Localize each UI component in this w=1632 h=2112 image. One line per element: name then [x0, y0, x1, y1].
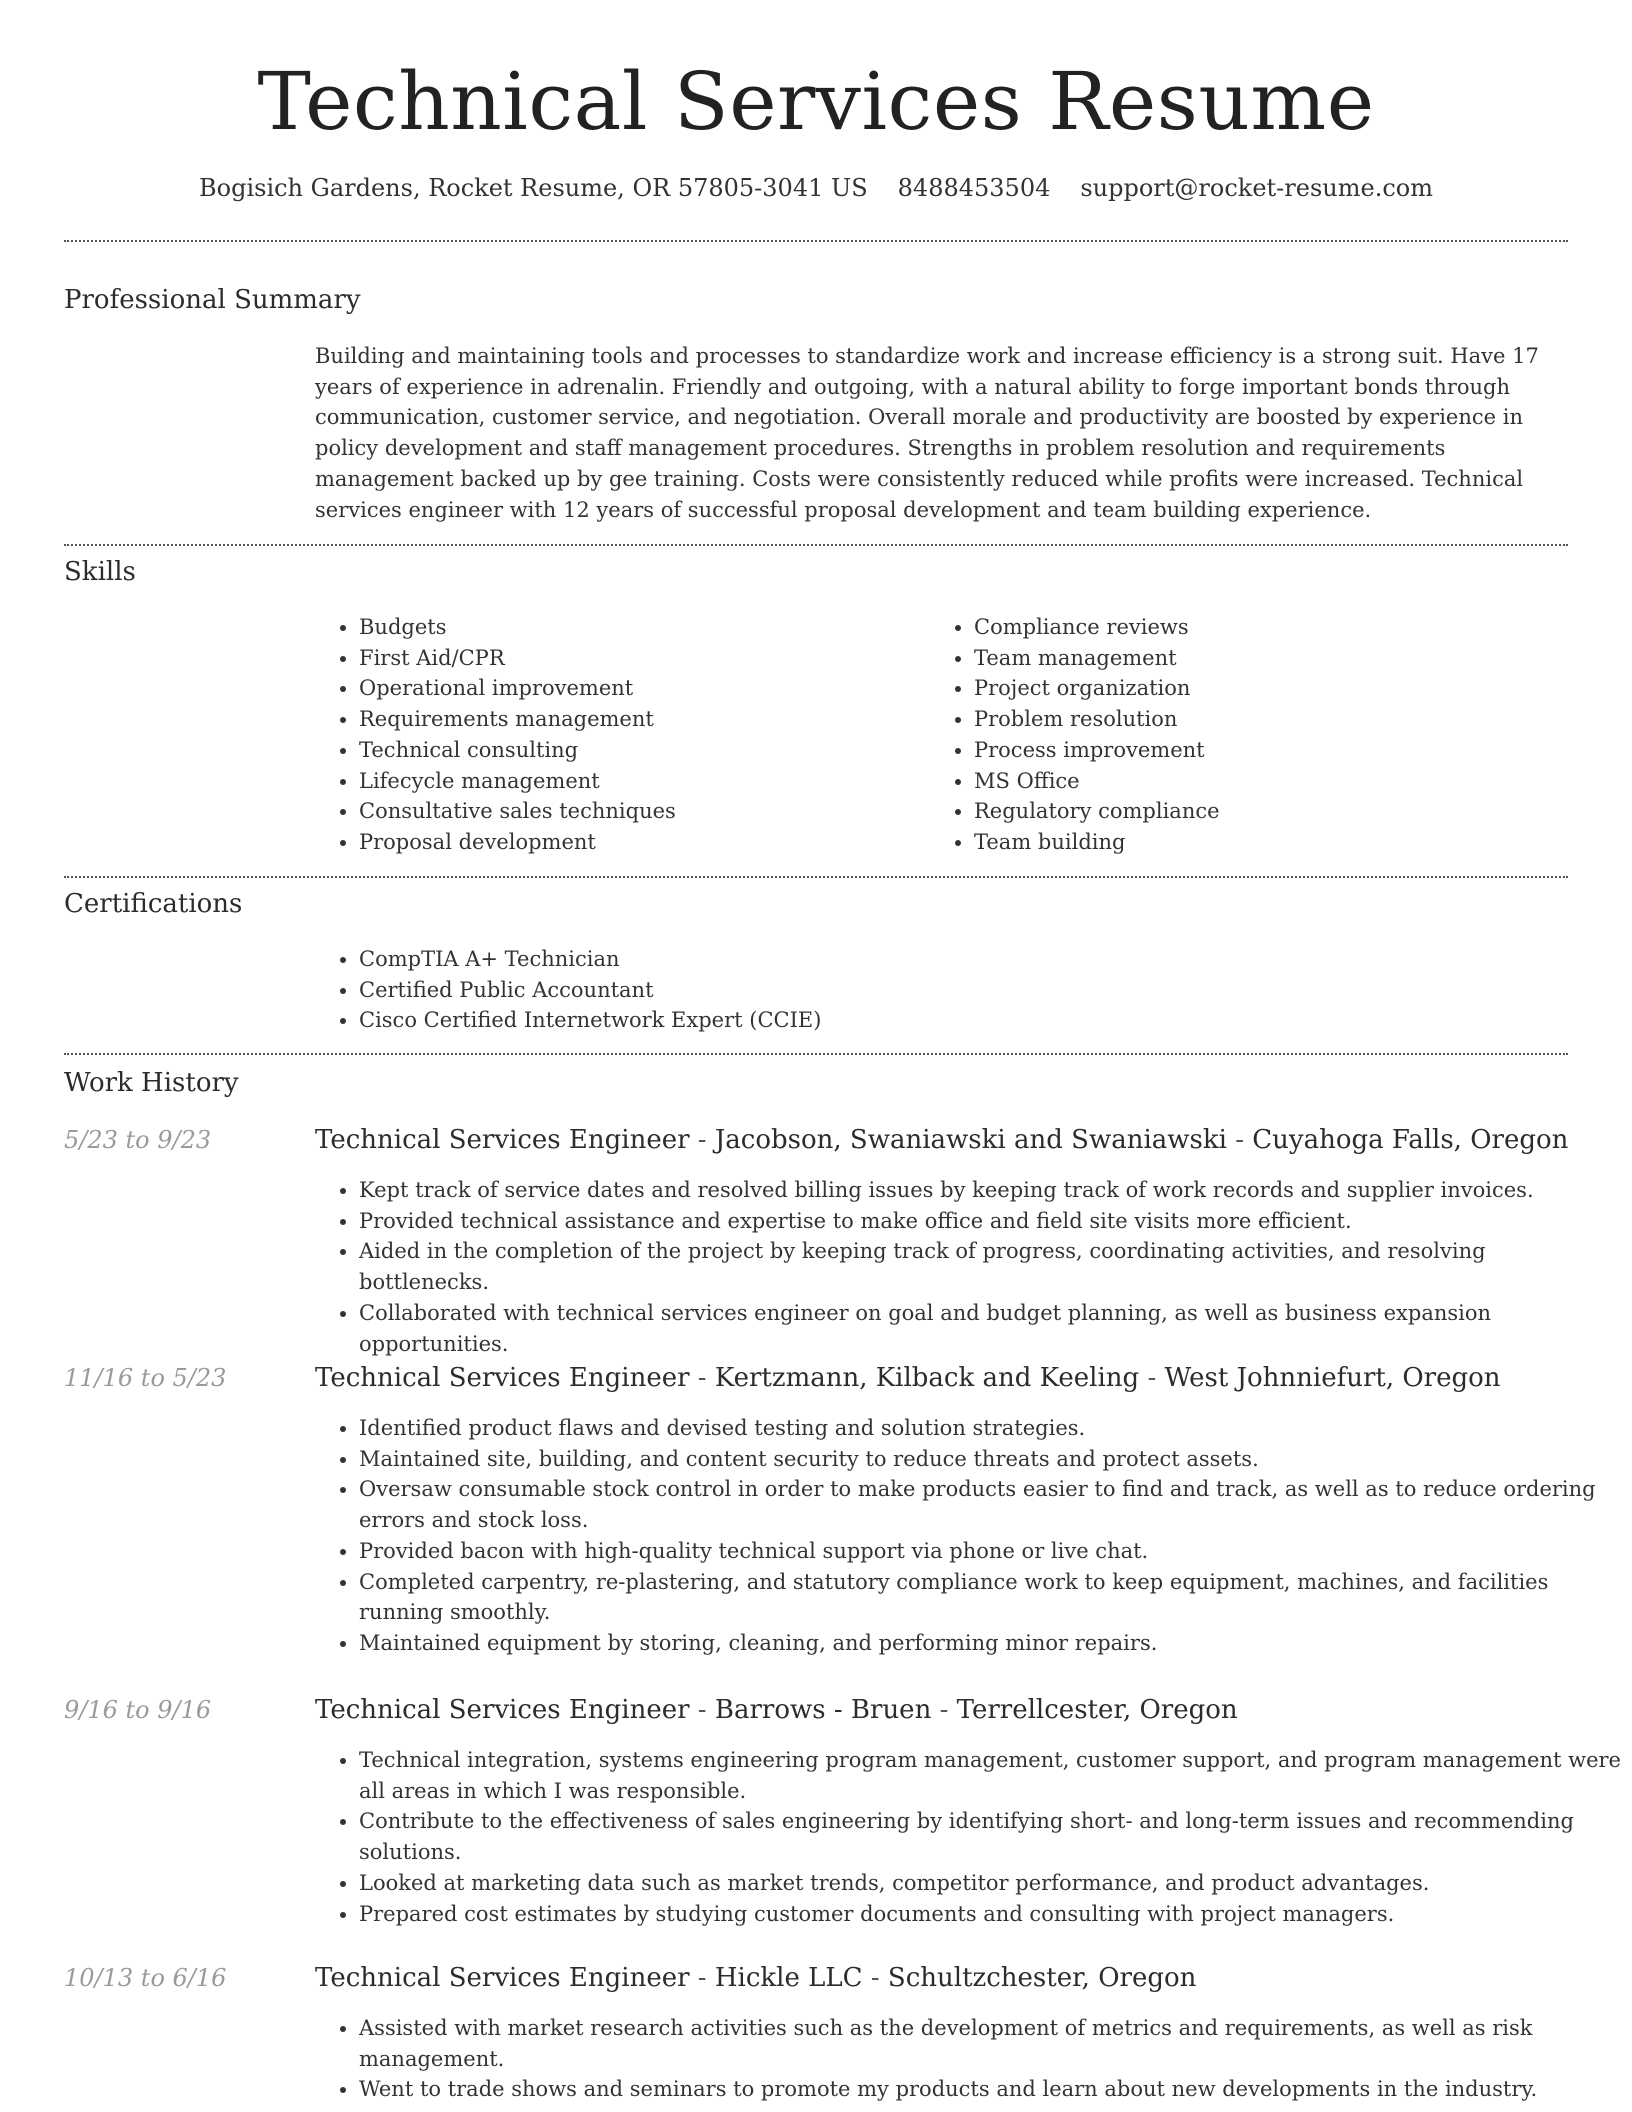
job-heading: Technical Services Engineer - Hickle LLC - Schultzchester, Oregon — [315, 1963, 1197, 1993]
certifications-list — [315, 944, 1609, 1036]
job-bullets — [315, 1175, 1621, 1359]
skill-item: • MS Office — [974, 766, 1574, 797]
job-location: West Johnniefurt, Oregon — [1164, 1363, 1501, 1393]
skill-item: • Project organization — [974, 673, 1574, 704]
section-title-work-history: Work History — [64, 1068, 239, 1098]
job-heading: Technical Services Engineer - Jacobson, Swaniawski and Swaniawski - Cuyahoga Falls, Oregon — [315, 1125, 1569, 1155]
summary-text: Building and maintaining tools and processes to standardize work and increase efficiency is a strong suit. Have 17 years of experience in adrenalin. Friendly and outgoing, with a natural ability to forge important bonds through communication, customer service, and negotiation. Overall morale and productivity are boosted by experience in policy development and staff management procedures. Strengths in problem resolution and requirements management backed up by gee training. Costs were consistently reduced while profits were increased. Technical services engineer with 12 years of successful proposal development and team building experience. — [315, 344, 1539, 522]
job-bullet: • Contribute to the effectiveness of sales engineering by identifying short- and long-term issues and recommending solutions. — [359, 1806, 1621, 1867]
contact-line — [0, 172, 1632, 204]
skill-item: • Lifecycle management — [359, 766, 919, 797]
skill-item: • Proposal development — [359, 827, 919, 858]
skill-item: • First Aid/CPR — [359, 643, 919, 674]
section-title-summary: Professional Summary — [64, 285, 361, 315]
job-role: Technical Services Engineer — [315, 1125, 690, 1155]
job-bullet: • Provided bacon with high-quality technical support via phone or live chat. — [359, 1536, 1621, 1567]
contact-phone: 8488453504 — [897, 174, 1051, 202]
job-location: Cuyahoga Falls, Oregon — [1252, 1125, 1569, 1155]
job-location: Schultzchester, Oregon — [887, 1963, 1197, 1993]
section-title-certifications: Certifications — [64, 889, 243, 919]
job-company: Kertzmann, Kilback and Keeling — [714, 1363, 1140, 1393]
divider — [64, 876, 1568, 878]
skill-item: • Regulatory compliance — [974, 796, 1574, 827]
job-bullet: • Aided in the completion of the project by keeping track of progress, coordinating activities, and resolving bottlenecks. — [359, 1236, 1621, 1297]
job-company: Hickle LLC — [714, 1963, 863, 1993]
skill-item: • Budgets — [359, 612, 919, 643]
certification-item: • Cisco Certified Internetwork Expert (CCIE) — [359, 1005, 1609, 1036]
job-bullet: • Assisted with market research activities such as the development of metrics and requirements, as well as risk management. — [359, 2013, 1621, 2074]
divider — [64, 240, 1568, 242]
job-bullets — [315, 1745, 1621, 1929]
job-bullets — [315, 1413, 1621, 1659]
job-bullet: • Completed carpentry, re-plastering, and statutory compliance work to keep equipment, machines, and facilities running smoothly. — [359, 1567, 1621, 1628]
job-role: Technical Services Engineer — [315, 1363, 690, 1393]
divider — [64, 544, 1568, 546]
contact-email: support@rocket-resume.com — [1080, 174, 1433, 202]
job-heading: Technical Services Engineer - Kertzmann, Kilback and Keeling - West Johnniefurt, Oregon — [315, 1363, 1501, 1393]
divider — [64, 1053, 1568, 1055]
skill-item: • Problem resolution — [974, 704, 1574, 735]
skill-item: • Technical consulting — [359, 735, 919, 766]
job-dates: 5/23 to 9/23 — [64, 1126, 212, 1154]
job-role: Technical Services Engineer — [315, 1963, 690, 1993]
job-bullet: • Looked at marketing data such as market trends, competitor performance, and product advantages. — [359, 1868, 1621, 1899]
job-bullet: • Collaborated with technical services engineer on goal and budget planning, as well as business expansion opportunities. — [359, 1298, 1621, 1359]
job-bullet: • Kept track of service dates and resolved billing issues by keeping track of work records and supplier invoices. — [359, 1175, 1621, 1206]
certification-item: • CompTIA A+ Technician — [359, 944, 1609, 975]
job-bullets — [315, 2013, 1621, 2105]
skill-item: • Team management — [974, 643, 1574, 674]
certification-item: • Certified Public Accountant — [359, 975, 1609, 1006]
skill-item: • Compliance reviews — [974, 612, 1574, 643]
job-dates: 9/16 to 9/16 — [64, 1696, 212, 1724]
skill-item: • Consultative sales techniques — [359, 796, 919, 827]
job-bullet: • Oversaw consumable stock control in order to make products easier to find and track, as well as to reduce ordering errors and stock loss. — [359, 1474, 1621, 1535]
skill-item: • Operational improvement — [359, 673, 919, 704]
skills-list-left — [315, 612, 919, 858]
skills-list-right — [930, 612, 1574, 858]
section-title-skills: Skills — [64, 557, 136, 587]
skill-item: • Requirements management — [359, 704, 919, 735]
job-bullet: • Maintained site, building, and content security to reduce threats and protect assets. — [359, 1444, 1621, 1475]
contact-address: Bogisich Gardens, Rocket Resume, OR 57805-3041 US — [199, 174, 868, 202]
job-location: Terrellcester, Oregon — [956, 1695, 1238, 1725]
job-dates: 11/16 to 5/23 — [64, 1364, 227, 1392]
job-dates: 10/13 to 6/16 — [64, 1964, 227, 1992]
resume-title: Technical Services Resume — [257, 55, 1375, 148]
job-bullet: • Identified product flaws and devised testing and solution strategies. — [359, 1413, 1621, 1444]
job-role: Technical Services Engineer — [315, 1695, 690, 1725]
job-company: Jacobson, Swaniawski and Swaniawski — [714, 1125, 1227, 1155]
job-company: Barrows - Bruen — [714, 1695, 932, 1725]
job-bullet: • Maintained equipment by storing, cleaning, and performing minor repairs. — [359, 1628, 1621, 1659]
skill-item: • Team building — [974, 827, 1574, 858]
job-bullet: • Prepared cost estimates by studying customer documents and consulting with project managers. — [359, 1899, 1621, 1930]
job-bullet: • Technical integration, systems engineering program management, customer support, and program management were all areas in which I was responsible. — [359, 1745, 1621, 1806]
job-bullet: • Provided technical assistance and expertise to make office and field site visits more efficient. — [359, 1206, 1621, 1237]
skill-item: • Process improvement — [974, 735, 1574, 766]
job-heading: Technical Services Engineer - Barrows - Bruen - Terrellcester, Oregon — [315, 1695, 1238, 1725]
job-bullet: • Went to trade shows and seminars to promote my products and learn about new developments in the industry. — [359, 2074, 1621, 2105]
